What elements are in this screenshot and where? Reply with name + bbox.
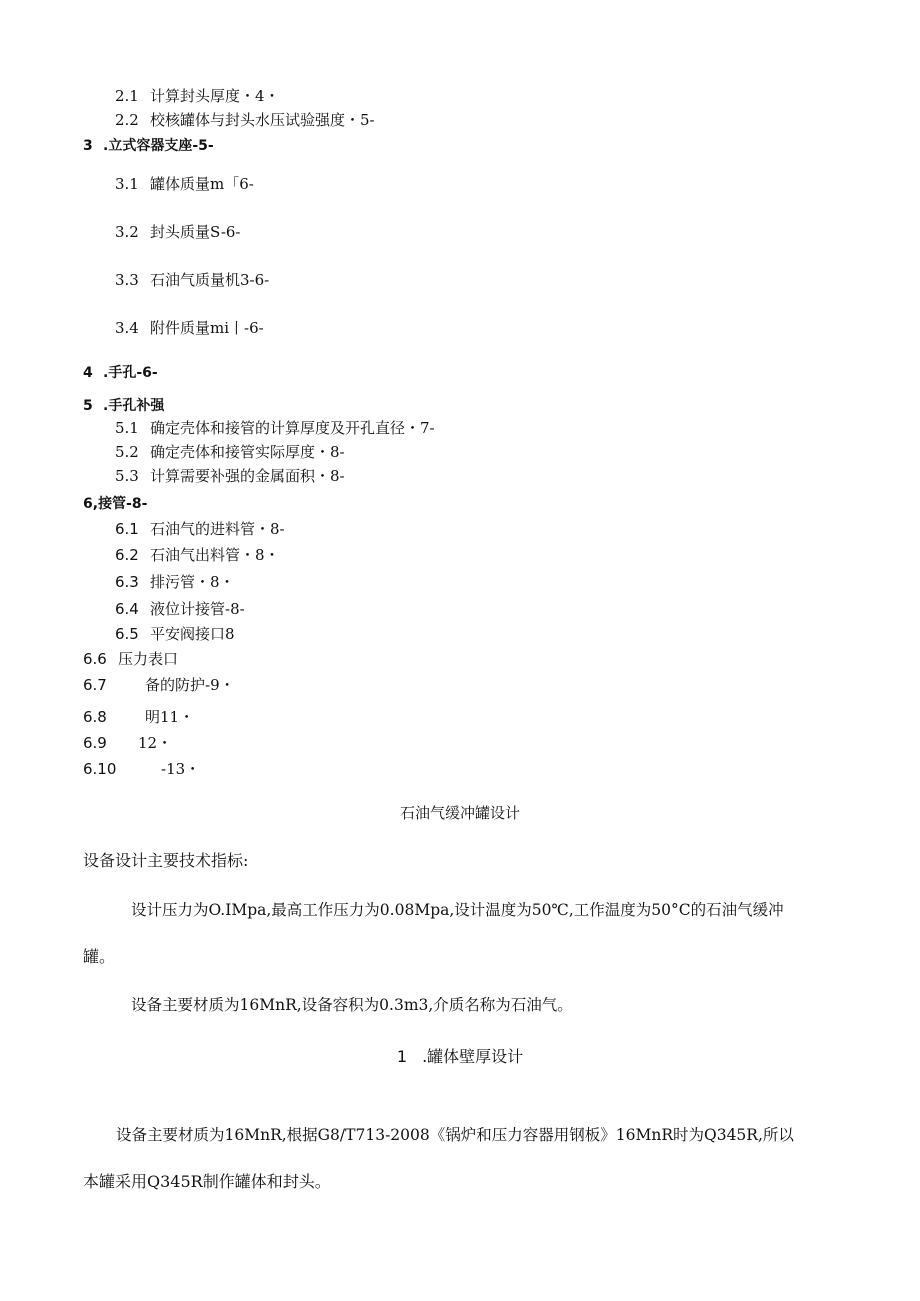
toc-entry-text: 确定壳体和接管实际厚度・8- — [150, 443, 345, 461]
toc-entry-2-2 — [115, 110, 375, 130]
toc-entry-text: 液位计接管-8- — [150, 600, 245, 618]
toc-entry-6-5 — [115, 624, 235, 644]
toc-entry-text: .手孔补强 — [103, 398, 165, 414]
section-title: .罐体壁厚设计 — [422, 1047, 524, 1066]
paragraph-material-standard-cont: 本罐采用Q345R制作罐体和封头。 — [83, 1172, 331, 1191]
paragraph-design-parameters: 设计压力为O.IMpa,最高工作压力为0.08Mpa,设计温度为50℃,工作温度为50°C的石油气缓冲 — [131, 901, 784, 919]
toc-entry-number: 4 — [83, 365, 93, 381]
toc-entry-5-1 — [115, 418, 435, 438]
toc-entry-text: 计算封头厚度・4・ — [150, 87, 280, 105]
toc-entry-number: 6.9 — [83, 734, 107, 752]
toc-entry-2-1 — [115, 86, 280, 106]
toc-section-5 — [83, 396, 164, 416]
toc-entry-6-9 — [83, 733, 172, 753]
toc-entry-6-4 — [115, 599, 245, 619]
paragraph-material: 设备主要材质为16MnR,设备容积为0.3m3,介质名称为石油气。 — [131, 996, 573, 1014]
toc-entry-number: 5.3 — [115, 467, 139, 485]
toc-entry-6-7 — [83, 675, 235, 695]
section-1-heading — [0, 1046, 920, 1068]
toc-entry-3-2 — [115, 222, 241, 242]
toc-entry-text: 计算需要补强的金属面积・8- — [150, 467, 345, 485]
toc-entry-number: 3.2 — [115, 223, 139, 241]
toc-entry-text: 石油气的进料管・8- — [150, 520, 285, 538]
toc-entry-text: 石油气出料管・8・ — [150, 546, 280, 564]
toc-entry-number: 6.8 — [83, 708, 107, 726]
toc-entry-6-3 — [115, 572, 235, 592]
toc-entry-text: .手孔-6- — [103, 365, 158, 381]
paragraph-design-parameters-cont: 罐。 — [83, 947, 116, 966]
toc-entry-5-2 — [115, 442, 345, 462]
toc-entry-3-4 — [115, 318, 264, 338]
toc-entry-number: 3.3 — [115, 271, 139, 289]
toc-entry-3-3 — [115, 270, 269, 290]
toc-entry-text: 石油气质量机3-6- — [150, 271, 270, 289]
toc-section-3 — [83, 136, 214, 156]
document-title: 石油气缓冲罐设计 — [399, 804, 520, 822]
toc-entry-number: 6.2 — [115, 546, 139, 564]
toc-entry-text: 明11・ — [145, 708, 195, 726]
toc-entry-6-10 — [83, 759, 200, 779]
toc-entry-text: 封头质量S-6- — [150, 223, 241, 241]
toc-entry-number: 3 — [83, 138, 93, 154]
toc-entry-5-3 — [115, 466, 345, 486]
toc-entry-text: 备的防护-9・ — [145, 676, 235, 694]
toc-entry-text: 排污管・8・ — [150, 573, 235, 591]
toc-entry-text: 12・ — [138, 734, 173, 752]
toc-entry-6-8 — [83, 707, 194, 727]
toc-entry-number: 3.4 — [115, 319, 139, 337]
toc-section-6 — [83, 494, 147, 514]
toc-entry-number: 5.1 — [115, 419, 139, 437]
toc-entry-text: 压力表口 — [118, 650, 179, 668]
toc-entry-number: 6.7 — [83, 676, 107, 694]
toc-entry-text: 附件质量mi丨-6- — [150, 319, 264, 337]
toc-entry-number: 6.4 — [115, 600, 139, 618]
toc-entry-number: 6, — [83, 496, 99, 512]
toc-entry-number: 5 — [83, 398, 93, 414]
toc-entry-number: 6.10 — [83, 760, 117, 778]
toc-entry-6-2 — [115, 545, 280, 565]
toc-entry-text: .立式容器支座-5- — [103, 138, 214, 154]
toc-entry-text: 接管-8- — [98, 496, 148, 512]
toc-entry-number: 6.1 — [115, 520, 139, 538]
toc-entry-text: 平安阀接口8 — [150, 625, 235, 643]
toc-entry-text: 校核罐体与封头水压试验强度・5- — [150, 111, 375, 129]
toc-entry-number: 2.2 — [115, 111, 139, 129]
toc-entry-number: 6.5 — [115, 625, 139, 643]
indicators-heading: 设备设计主要技术指标: — [83, 851, 249, 870]
toc-entry-number: 5.2 — [115, 443, 139, 461]
toc-entry-text: 罐体质量m「6- — [150, 175, 254, 193]
toc-entry-3-1 — [115, 174, 254, 194]
toc-entry-text: 确定壳体和接管的计算厚度及开孔直径・7- — [150, 419, 435, 437]
toc-entry-number: 2.1 — [115, 87, 139, 105]
toc-section-4 — [83, 363, 158, 383]
toc-entry-text: -13・ — [161, 760, 201, 778]
toc-entry-number: 6.6 — [83, 650, 107, 668]
toc-entry-6-6 — [83, 649, 178, 669]
toc-entry-6-1 — [115, 519, 285, 539]
section-number: 1 — [396, 1047, 407, 1066]
paragraph-material-standard: 设备主要材质为16MnR,根据G8/T713-2008《锅炉和压力容器用钢板》16MnR时为Q345R,所以 — [116, 1126, 794, 1144]
toc-entry-number: 3.1 — [115, 175, 139, 193]
toc-entry-number: 6.3 — [115, 573, 139, 591]
